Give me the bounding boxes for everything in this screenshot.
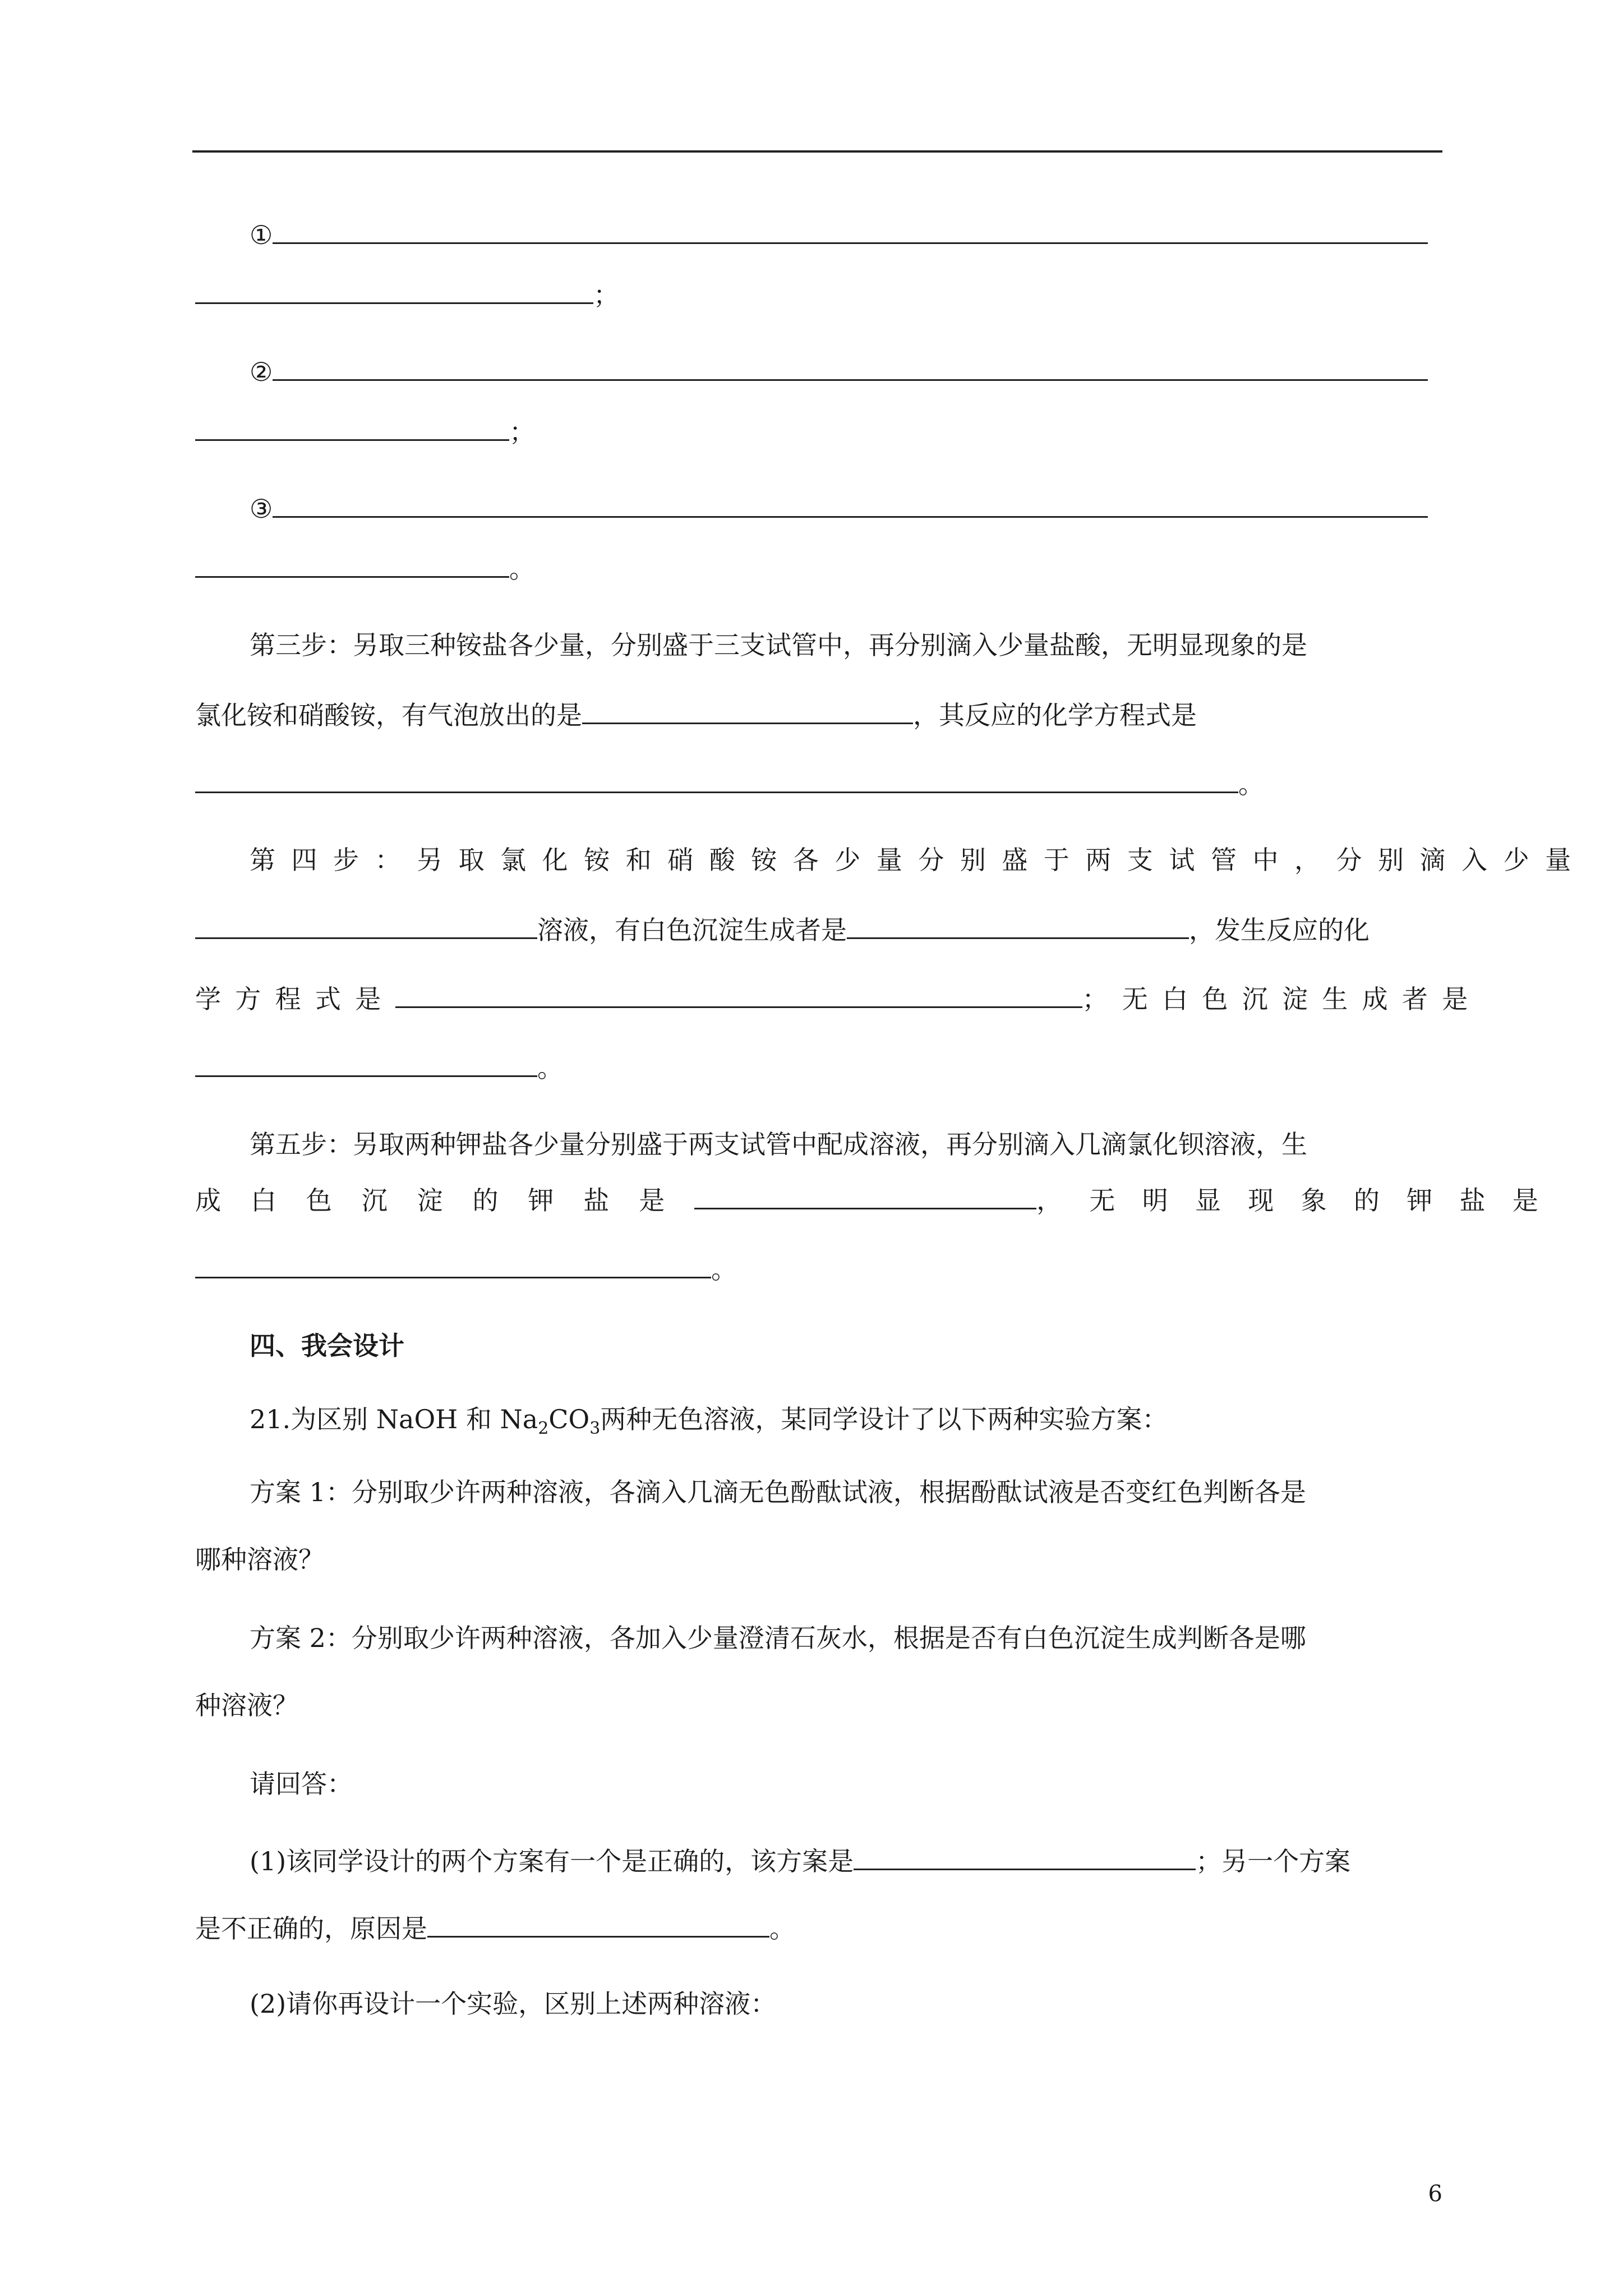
step5-line2 [195, 1182, 1565, 1216]
answer-blank[interactable] [273, 353, 1428, 381]
step4-end: 。 [537, 1053, 563, 1083]
answer-blank[interactable] [273, 490, 1428, 518]
answer-blank[interactable] [395, 981, 1082, 1008]
step4-line4 [195, 1050, 563, 1083]
part1-line2 [195, 1910, 795, 1944]
step5-text-b: ，无明显现象的钾盐是 [1036, 1185, 1566, 1216]
step4-text-d: ；无白色沉淀生成者是 [1082, 984, 1482, 1014]
answer-prompt: 请回答： [250, 1769, 353, 1799]
section-heading: 四、我会设计 [250, 1331, 404, 1361]
answer-blank[interactable] [195, 413, 509, 441]
answer-blank[interactable] [195, 1251, 711, 1278]
item1-marker: ① [250, 220, 273, 250]
header-rule [192, 150, 1442, 153]
part2-line: (2)请你再设计一个实验，区别上述两种溶液： [250, 1989, 777, 2019]
answer-blank[interactable] [854, 1843, 1196, 1870]
item2-marker: ② [250, 357, 273, 387]
item3-marker: ③ [250, 494, 273, 524]
item1-end: ； [593, 280, 619, 310]
answer-blank[interactable] [427, 1910, 769, 1938]
q21-intro-a: 21.为区别 NaOH 和 Na [250, 1404, 538, 1434]
plan1-line2: 哪种溶液？ [195, 1544, 324, 1575]
step5-line3 [195, 1251, 737, 1285]
answer-blank[interactable] [195, 912, 537, 939]
step4-line3 [195, 981, 1482, 1014]
q21-intro-b: CO [548, 1404, 590, 1434]
answer-blank[interactable] [694, 1182, 1036, 1209]
answer-blank[interactable] [847, 912, 1189, 939]
answer-blank[interactable] [582, 697, 913, 724]
step5-line1: 第五步：另取两种钾盐各少量分别盛于两支试管中配成溶液，再分别滴入几滴氯化钡溶液，生 [250, 1129, 1307, 1159]
answer-blank[interactable] [273, 217, 1428, 244]
step4-text-c: 学方程式是 [195, 984, 395, 1014]
item3-continuation [195, 550, 535, 584]
step4-text-a: 溶液，有白色沉淀生成者是 [537, 915, 847, 945]
step3-text-b: ，其反应的化学方程式是 [913, 700, 1197, 730]
part1-text-a: (1)该同学设计的两个方案有一个是正确的，该方案是 [250, 1846, 854, 1876]
q21-intro [250, 1402, 1168, 1439]
plan2-line1: 方案 2：分别取少许两种溶液，各加入少量澄清石灰水，根据是否有白色沉淀生成判断各是哪 [250, 1623, 1306, 1653]
q21-intro-c: 两种无色溶液，某同学设计了以下两种实验方案： [600, 1404, 1168, 1434]
step4-text-b: ，发生反应的化 [1189, 915, 1370, 945]
item3-line [250, 490, 1428, 524]
answer-blank[interactable] [195, 550, 509, 578]
step4-line1: 第四步：另取氯化铵和硝酸铵各少量分别盛于两支试管中，分别滴入少量 [250, 845, 1587, 875]
plan1-line1: 方案 1：分别取少许两种溶液，各滴入几滴无色酚酞试液，根据酚酞试液是否变红色判断各是 [250, 1477, 1306, 1507]
step5-text-a: 成白色沉淀的钾盐是 [195, 1185, 695, 1216]
step3-text-a: 氯化铵和硝酸铵，有气泡放出的是 [195, 700, 582, 730]
step4-line2 [195, 912, 1370, 945]
item2-continuation [195, 413, 535, 447]
item1-line [250, 217, 1428, 250]
part1-line1 [250, 1843, 1350, 1876]
part1-text-b: ；另一个方案 [1196, 1846, 1351, 1876]
part1-text-c: 是不正确的，原因是 [195, 1913, 427, 1944]
item3-end: 。 [509, 554, 535, 584]
part1-end: 。 [769, 1913, 795, 1944]
answer-blank[interactable] [195, 1050, 537, 1077]
step3-line3 [195, 766, 1264, 799]
answer-blank[interactable] [195, 277, 593, 304]
step3-line1: 第三步：另取三种铵盐各少量，分别盛于三支试管中，再分别滴入少量盐酸，无明显现象的是 [250, 630, 1307, 660]
item2-line [250, 353, 1428, 387]
step3-line2 [195, 697, 1197, 730]
step3-end: 。 [1238, 769, 1264, 799]
answer-blank[interactable] [195, 766, 1238, 793]
subscript: 3 [589, 1419, 601, 1439]
page-number: 6 [1428, 2181, 1442, 2207]
step5-end: 。 [711, 1254, 737, 1285]
plan2-line2: 种溶液？ [195, 1690, 298, 1720]
item2-end: ； [509, 417, 535, 447]
subscript: 2 [538, 1419, 549, 1439]
item1-continuation [195, 277, 619, 310]
